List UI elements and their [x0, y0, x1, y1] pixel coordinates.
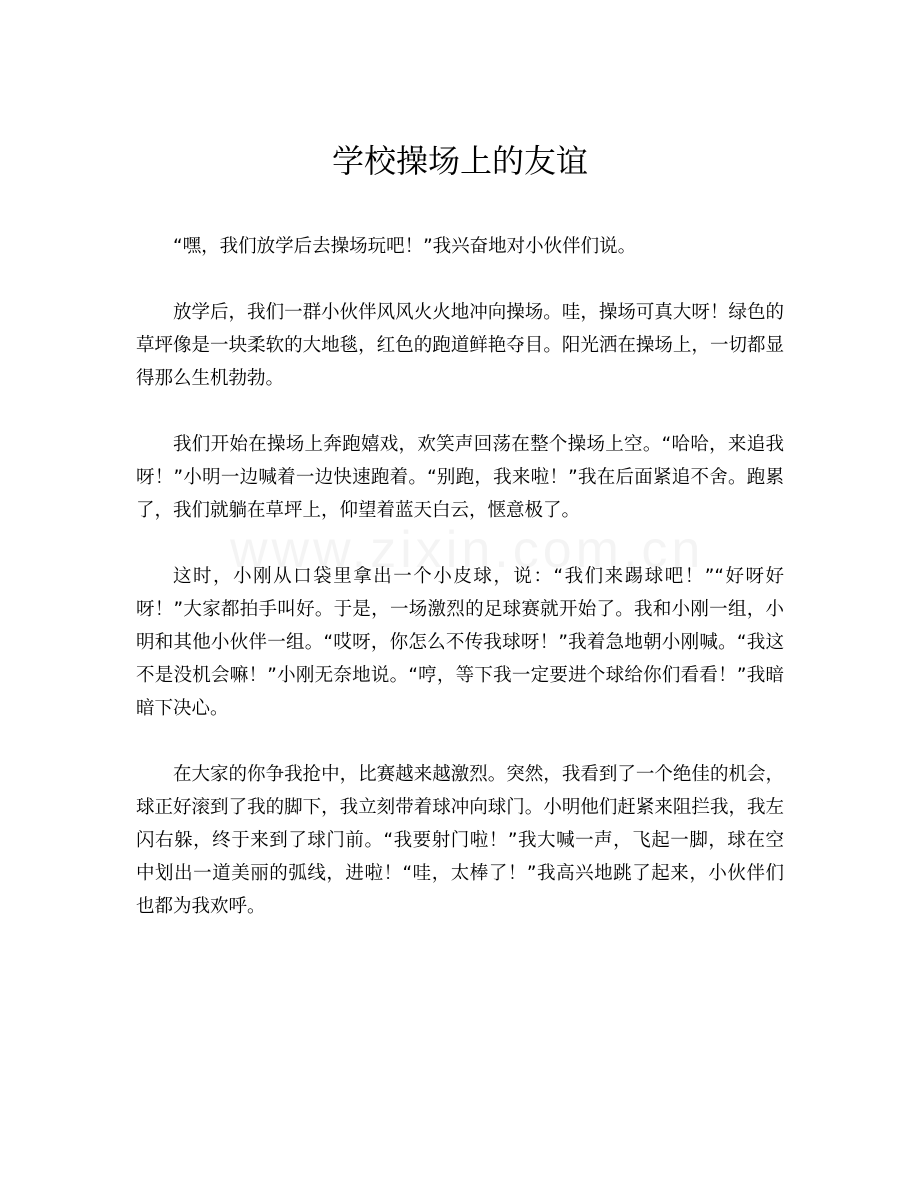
paragraph-3: 我们开始在操场上奔跑嬉戏，欢笑声回荡在整个操场上空。“哈哈，来追我呀！”小明一边喊着一边快速跑着。“别跑，我来啦！”我在后面紧追不舍。跑累了，我们就躺在草坪上，仰望着蓝天白云，惬意极了。: [136, 434, 784, 521]
document-body: [136, 230, 784, 956]
document-title: 学校操场上的友谊: [331, 142, 588, 181]
paragraph-2: 放学后，我们一群小伙伴风风火火地冲向操场。哇，操场可真大呀！绿色的草坪像是一块柔软的大地毯，红色的跑道鲜艳夺目。阳光洒在操场上，一切都显得那么生机勃勃。: [136, 302, 784, 389]
paragraph-5: 在大家的你争我抢中，比赛越来越激烈。突然，我看到了一个绝佳的机会，球正好滚到了我的脚下，我立刻带着球冲向球门。小明他们赶紧来阻拦我，我左闪右躲，终于来到了球门前。“我要射门啦！”我大喊一声，飞起一脚，球在空中划出一道美丽的弧线，进啦！“哇，太棒了！”我高兴地跳了起来，小伙伴们也都为我欢呼。: [136, 764, 784, 917]
paragraph-1: “嘿，我们放学后去操场玩吧！”我兴奋地对小伙伴们说。: [173, 236, 637, 257]
paragraph-4: 这时，小刚从口袋里拿出一个小皮球，说：“我们来踢球吧！”“好呀好呀！”大家都拍手叫好。于是，一场激烈的足球赛就开始了。我和小刚一组，小明和其他小伙伴一组。“哎呀，你怎么不传我球呀！”我着急地朝小刚喊。“我这不是没机会嘛！”小刚无奈地说。“哼，等下我一定要进个球给你们看看！”我暗暗下决心。: [136, 566, 784, 719]
